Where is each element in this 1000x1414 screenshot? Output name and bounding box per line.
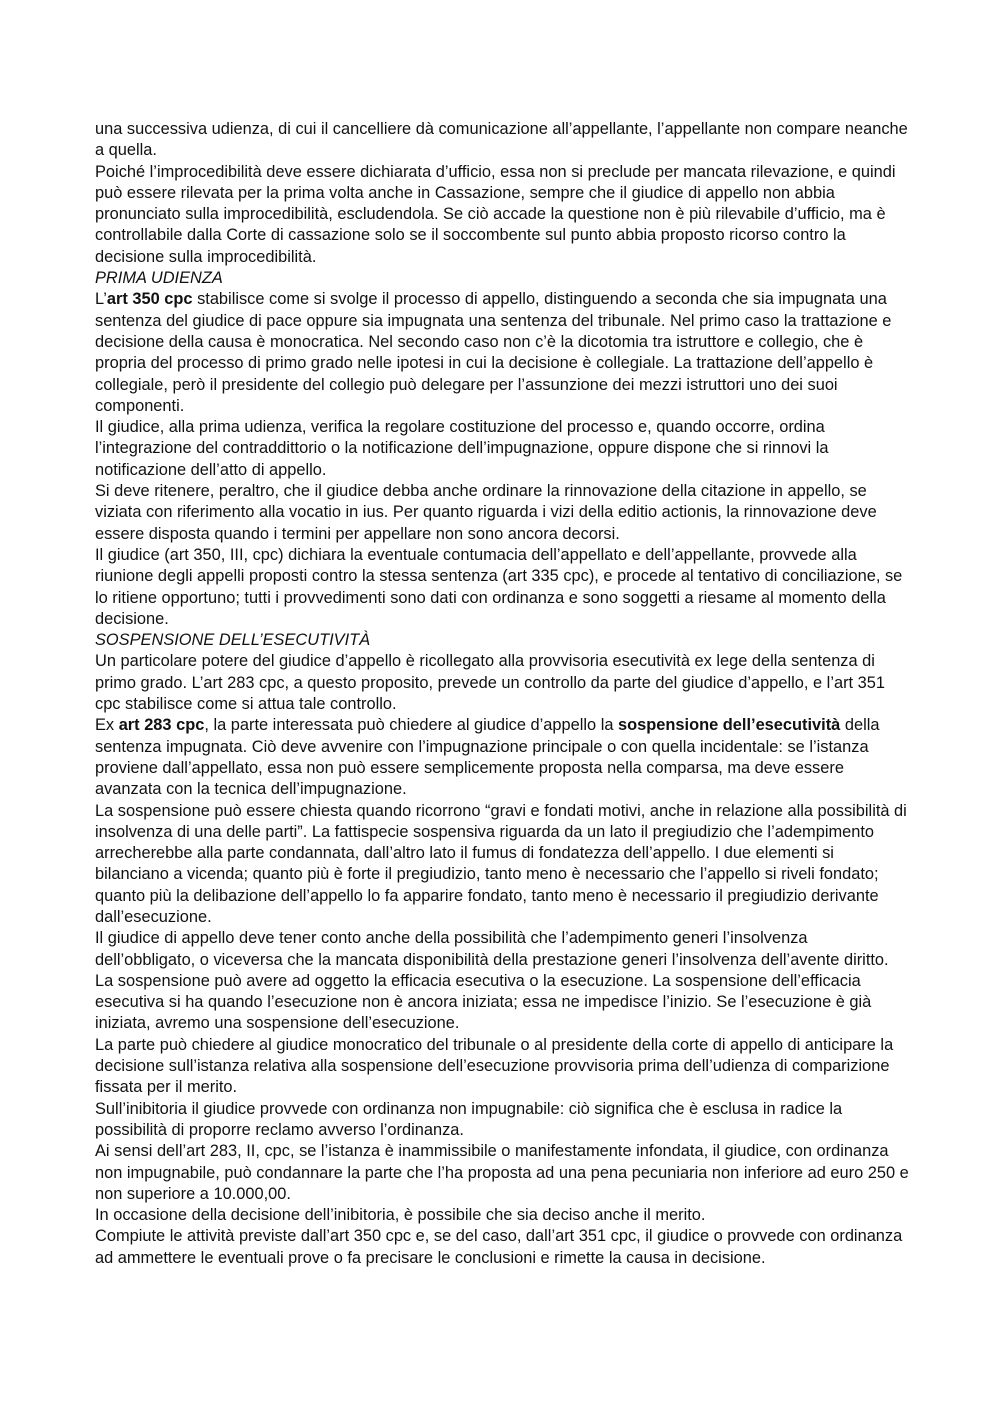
paragraph-art-283: Ex art 283 cpc, la parte interessata può chiedere al giudice d’appello la sospensione dell’esecutività della sentenza impugnata. Ciò deve avvenire con l’impugnazione principale o con quella incidentale: se l’istanza proviene dall’appellato, essa non può essere semplicemente proposta nella comparsa, ma deve essere avanzata con la tecnica dell’impugnazione. [95,716,880,799]
bold-sospensione-esecutivita: sospensione dell’esecutività [618,716,841,735]
paragraph-gravi-motivi: La sospensione può essere chiesta quando ricorrono “gravi e fondati motivi, anche in relazione alla possibilità di insolvenza di una delle parti”. La fattispecie sospensiva riguarda da un lato il pregiudizio che l’adempimento arrecherebbe alla parte condannata, dall’altro lato il fumus di fondatezza dell’appello. I due elementi si bilanciano a vicenda; quanto più è forte il pregiudizio, tanto meno è necessario che l’appello si riveli fondato; quanto più la delibazione dell’appello lo fa apparire fondato, tanto meno è necessario il pregiudizio derivante dall’esecuzione. [95,801,907,926]
paragraph-improcedibilita-ufficio: Poiché l’improcedibilità deve essere dichiarata d’ufficio, essa non si preclude per mancata rilevazione, e quindi può essere rilevata per la prima volta anche in Cassazione, sempre che il giudice di appello non abbia pronunciato sulla improcedibilità, escludendola. Se ciò accade la questione non è più rilevabile d’ufficio, ma è controllabile dalla Corte di cassazione solo se il soccombente sul punto abbia proposto ricorso contro la decisione sulla improcedibilità. [95,162,896,266]
bold-art-350-cpc: art 350 cpc [106,290,193,309]
paragraph-anticipare-decisione: La parte può chiedere al giudice monocratico del tribunale o al presidente della corte di appello di anticipare la decisione sull’istanza relativa alla sospensione dell’esecuzione provvisoria prima dell’udienza di comparizione fissata per il merito. [95,1035,894,1097]
paragraph-improcedibilita-intro: una successiva udienza, di cui il cancelliere dà comunicazione all’appellante, l’appellante non compare neanche a quella. [95,120,908,160]
paragraph-pena-pecuniaria: Ai sensi dell’art 283, II, cpc, se l’istanza è inammissibile o manifestamente infondata, il giudice, con ordinanza non impugnabile, può condannare la parte che l’ha proposta ad una pena pecuniaria non inferiore ad euro 250 e non superiore a 10.000,00. [95,1142,909,1203]
document-page [95,119,910,1269]
paragraph-attivita-previste: Compiute le attività previste dall’art 350 cpc e, se del caso, dall’art 351 cpc, il giudice o provvede con ordinanza ad ammettere le eventuali prove o fa precisare le conclusioni e rimette la causa in decisione. [95,1227,903,1267]
paragraph-rinnovazione-citazione: Si deve ritenere, peraltro, che il giudice debba anche ordinare la rinnovazione della citazione in appello, se viziata con riferimento alla vocatio in ius. Per quanto riguarda i vizi della editio actionis, la rinnovazione deve essere disposta quando i termini per appellare non sono ancora decorsi. [95,482,877,543]
paragraph-inibitoria: Sull’inibitoria il giudice provvede con ordinanza non impugnabile: ciò significa che è esclusa in radice la possibilità di proporre reclamo avverso l’ordinanza. [95,1099,843,1139]
paragraph-contumacia: Il giudice (art 350, III, cpc) dichiara la eventuale contumacia dell’appellato e dell’appellante, provvede alla riunione degli appelli proposti contro la stessa sentenza (art 335 cpc), e procede al tentativo di conciliazione, se lo ritiene opportuno; tutti i provvedimenti sono dati con ordinanza e sono soggetti a riesame al momento della decisione. [95,545,903,628]
heading-prima-udienza: PRIMA UDIENZA [95,269,223,288]
bold-art-283-cpc: art 283 cpc [118,716,205,735]
paragraph-potere-giudice: Un particolare potere del giudice d’appello è ricollegato alla provvisoria esecutività ex lege della sentenza di primo grado. L’art 283 cpc, a questo proposito, prevede un controllo da parte del giudice d’appello, e l’art 351 cpc stabilisce come si attua tale controllo. [95,652,885,714]
paragraph-insolvenza: Il giudice di appello deve tener conto anche della possibilità che l’adempimento generi l’insolvenza dell’obbligato, o viceversa che la mancata disponibilità della prestazione generi l’insolvenza dell’avente diritto. [95,929,889,969]
paragraph-oggetto-sospensione: La sospensione può avere ad oggetto la efficacia esecutiva o la esecuzione. La sospensione dell’efficacia esecutiva si ha quando l’esecuzione non è ancora iniziata; essa ne impedisce l’inizio. Se l’esecuzione è già iniziata, avremo una sospensione dell’esecuzione. [95,971,872,1033]
paragraph-art-350: L’art 350 cpc stabilisce come si svolge il processo di appello, distinguendo a seconda che sia impugnata una sentenza del giudice di pace oppure sia impugnata una sentenza del tribunale. Nel primo caso la trattazione e decisione della causa è monocratica. Nel secondo caso non c’è la dicotomia tra istruttore e collegio, che è propria del processo di primo grado nelle ipotesi in cui la decisione è collegiale. La trattazione dell’appello è collegiale, però il presidente del collegio può delegare per l’assunzione dei mezzi istruttori uno dei suoi componenti. [95,290,892,415]
paragraph-decisione-merito: In occasione della decisione dell’inibitoria, è possibile che sia deciso anche il merito. [95,1206,706,1225]
paragraph-verifica-costituzione: Il giudice, alla prima udienza, verifica la regolare costituzione del processo e, quando occorre, ordina l’integrazione del contraddittorio o la notificazione dell’impugnazione, oppure dispone che si rinnovi la notificazione dell’atto di appello. [95,418,829,479]
heading-sospensione-esecutivita: SOSPENSIONE DELL’ESECUTIVITÀ [95,631,371,650]
